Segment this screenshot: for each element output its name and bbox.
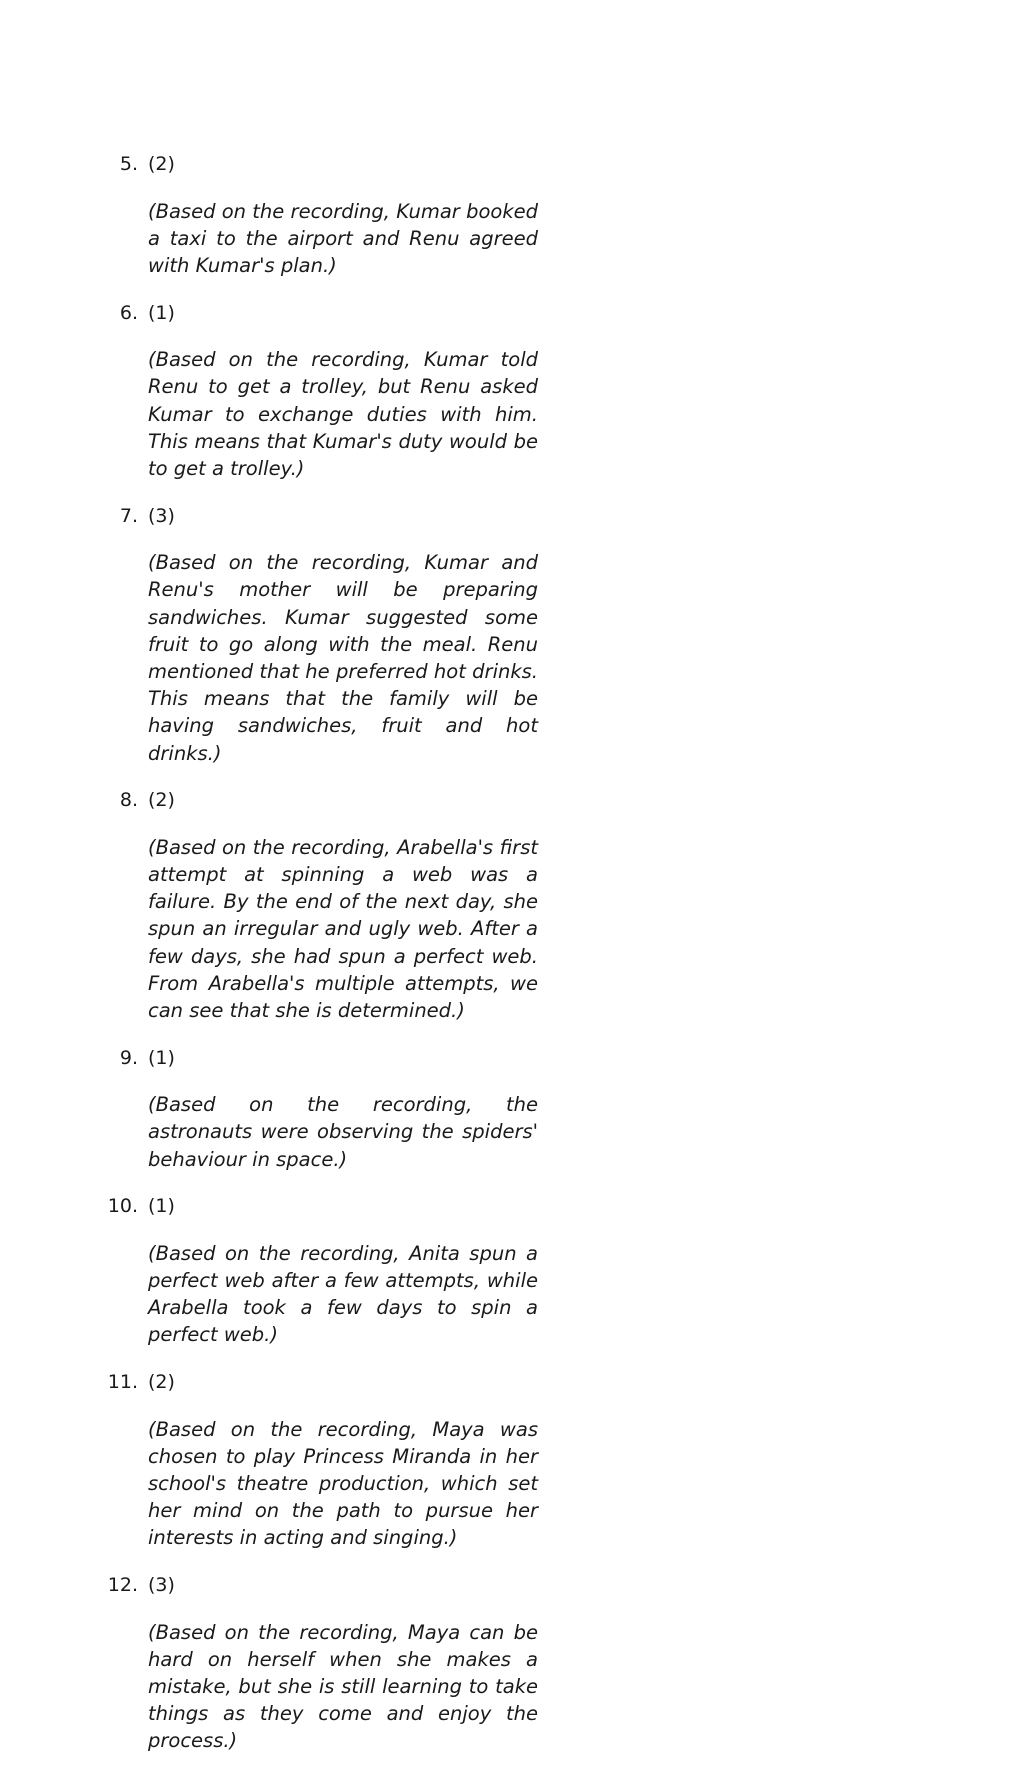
answer-item-11 bbox=[100, 1368, 560, 1552]
answer-choice: (3) bbox=[148, 504, 175, 527]
question-number: 11. bbox=[107, 1371, 138, 1394]
question-number: 10. bbox=[107, 1195, 138, 1218]
answer-item-10 bbox=[100, 1192, 560, 1348]
question-number: 8. bbox=[119, 789, 138, 812]
answer-item-8 bbox=[100, 786, 560, 1024]
answer-choice: (2) bbox=[148, 789, 175, 812]
answer-explanation: (Based on the recording, Maya can be hard on herself when she makes a mistake, but she is still learning to take things as they come and enjoy the process.) bbox=[148, 1620, 538, 1753]
question-number: 9. bbox=[119, 1046, 138, 1069]
answer-choice: (1) bbox=[148, 1195, 175, 1218]
question-number: 12. bbox=[107, 1574, 138, 1597]
answer-explanation: (Based on the recording, Kumar told Renu to get a trolley, but Renu asked Kumar to exchange duties with him. This means that Kumar's duty would be to get a trolley.) bbox=[148, 348, 538, 480]
answer-item-7 bbox=[100, 502, 560, 767]
answer-item-6 bbox=[100, 299, 560, 483]
answer-choice: (2) bbox=[148, 1371, 175, 1394]
answer-explanation: (Based on the recording, Maya was chosen to play Princess Miranda in her school's theatre production, which set her mind on the path to pursue her interests in acting and singing.) bbox=[148, 1417, 538, 1550]
question-number: 7. bbox=[119, 504, 138, 527]
answer-item-5 bbox=[100, 150, 560, 279]
answer-explanation: (Based on the recording, Kumar booked a taxi to the airport and Renu agreed with Kumar's plan.) bbox=[148, 199, 538, 277]
answer-choice: (2) bbox=[148, 153, 175, 175]
answer-explanation: (Based on the recording, Arabella's first attempt at spinning a web was a failure. By the end of the next day, she spun an irregular and ugly web. After a few days, she had spun a perfect web. From Arabella's multiple attempts, we can see that she is determined.) bbox=[148, 835, 538, 1022]
answer-explanation: (Based on the recording, the astronauts were observing the spiders' behaviour in space.) bbox=[148, 1093, 538, 1171]
answer-choice: (3) bbox=[148, 1574, 175, 1597]
answer-item-12 bbox=[100, 1571, 560, 1755]
answer-list bbox=[100, 150, 560, 1774]
answer-item-9 bbox=[100, 1044, 560, 1173]
answer-explanation: (Based on the recording, Anita spun a perfect web after a few attempts, while Arabella took a few days to spin a perfect web.) bbox=[148, 1241, 538, 1347]
answer-choice: (1) bbox=[148, 1046, 175, 1069]
answer-explanation: (Based on the recording, Kumar and Renu's mother will be preparing sandwiches. Kumar suggested some fruit to go along with the meal. Renu mentioned that he preferred hot drinks. This means that the family will be having sandwiches, fruit and hot drinks.) bbox=[148, 551, 538, 765]
answer-choice: (1) bbox=[148, 301, 175, 324]
question-number: 6. bbox=[119, 301, 138, 324]
question-number: 5. bbox=[119, 153, 138, 175]
